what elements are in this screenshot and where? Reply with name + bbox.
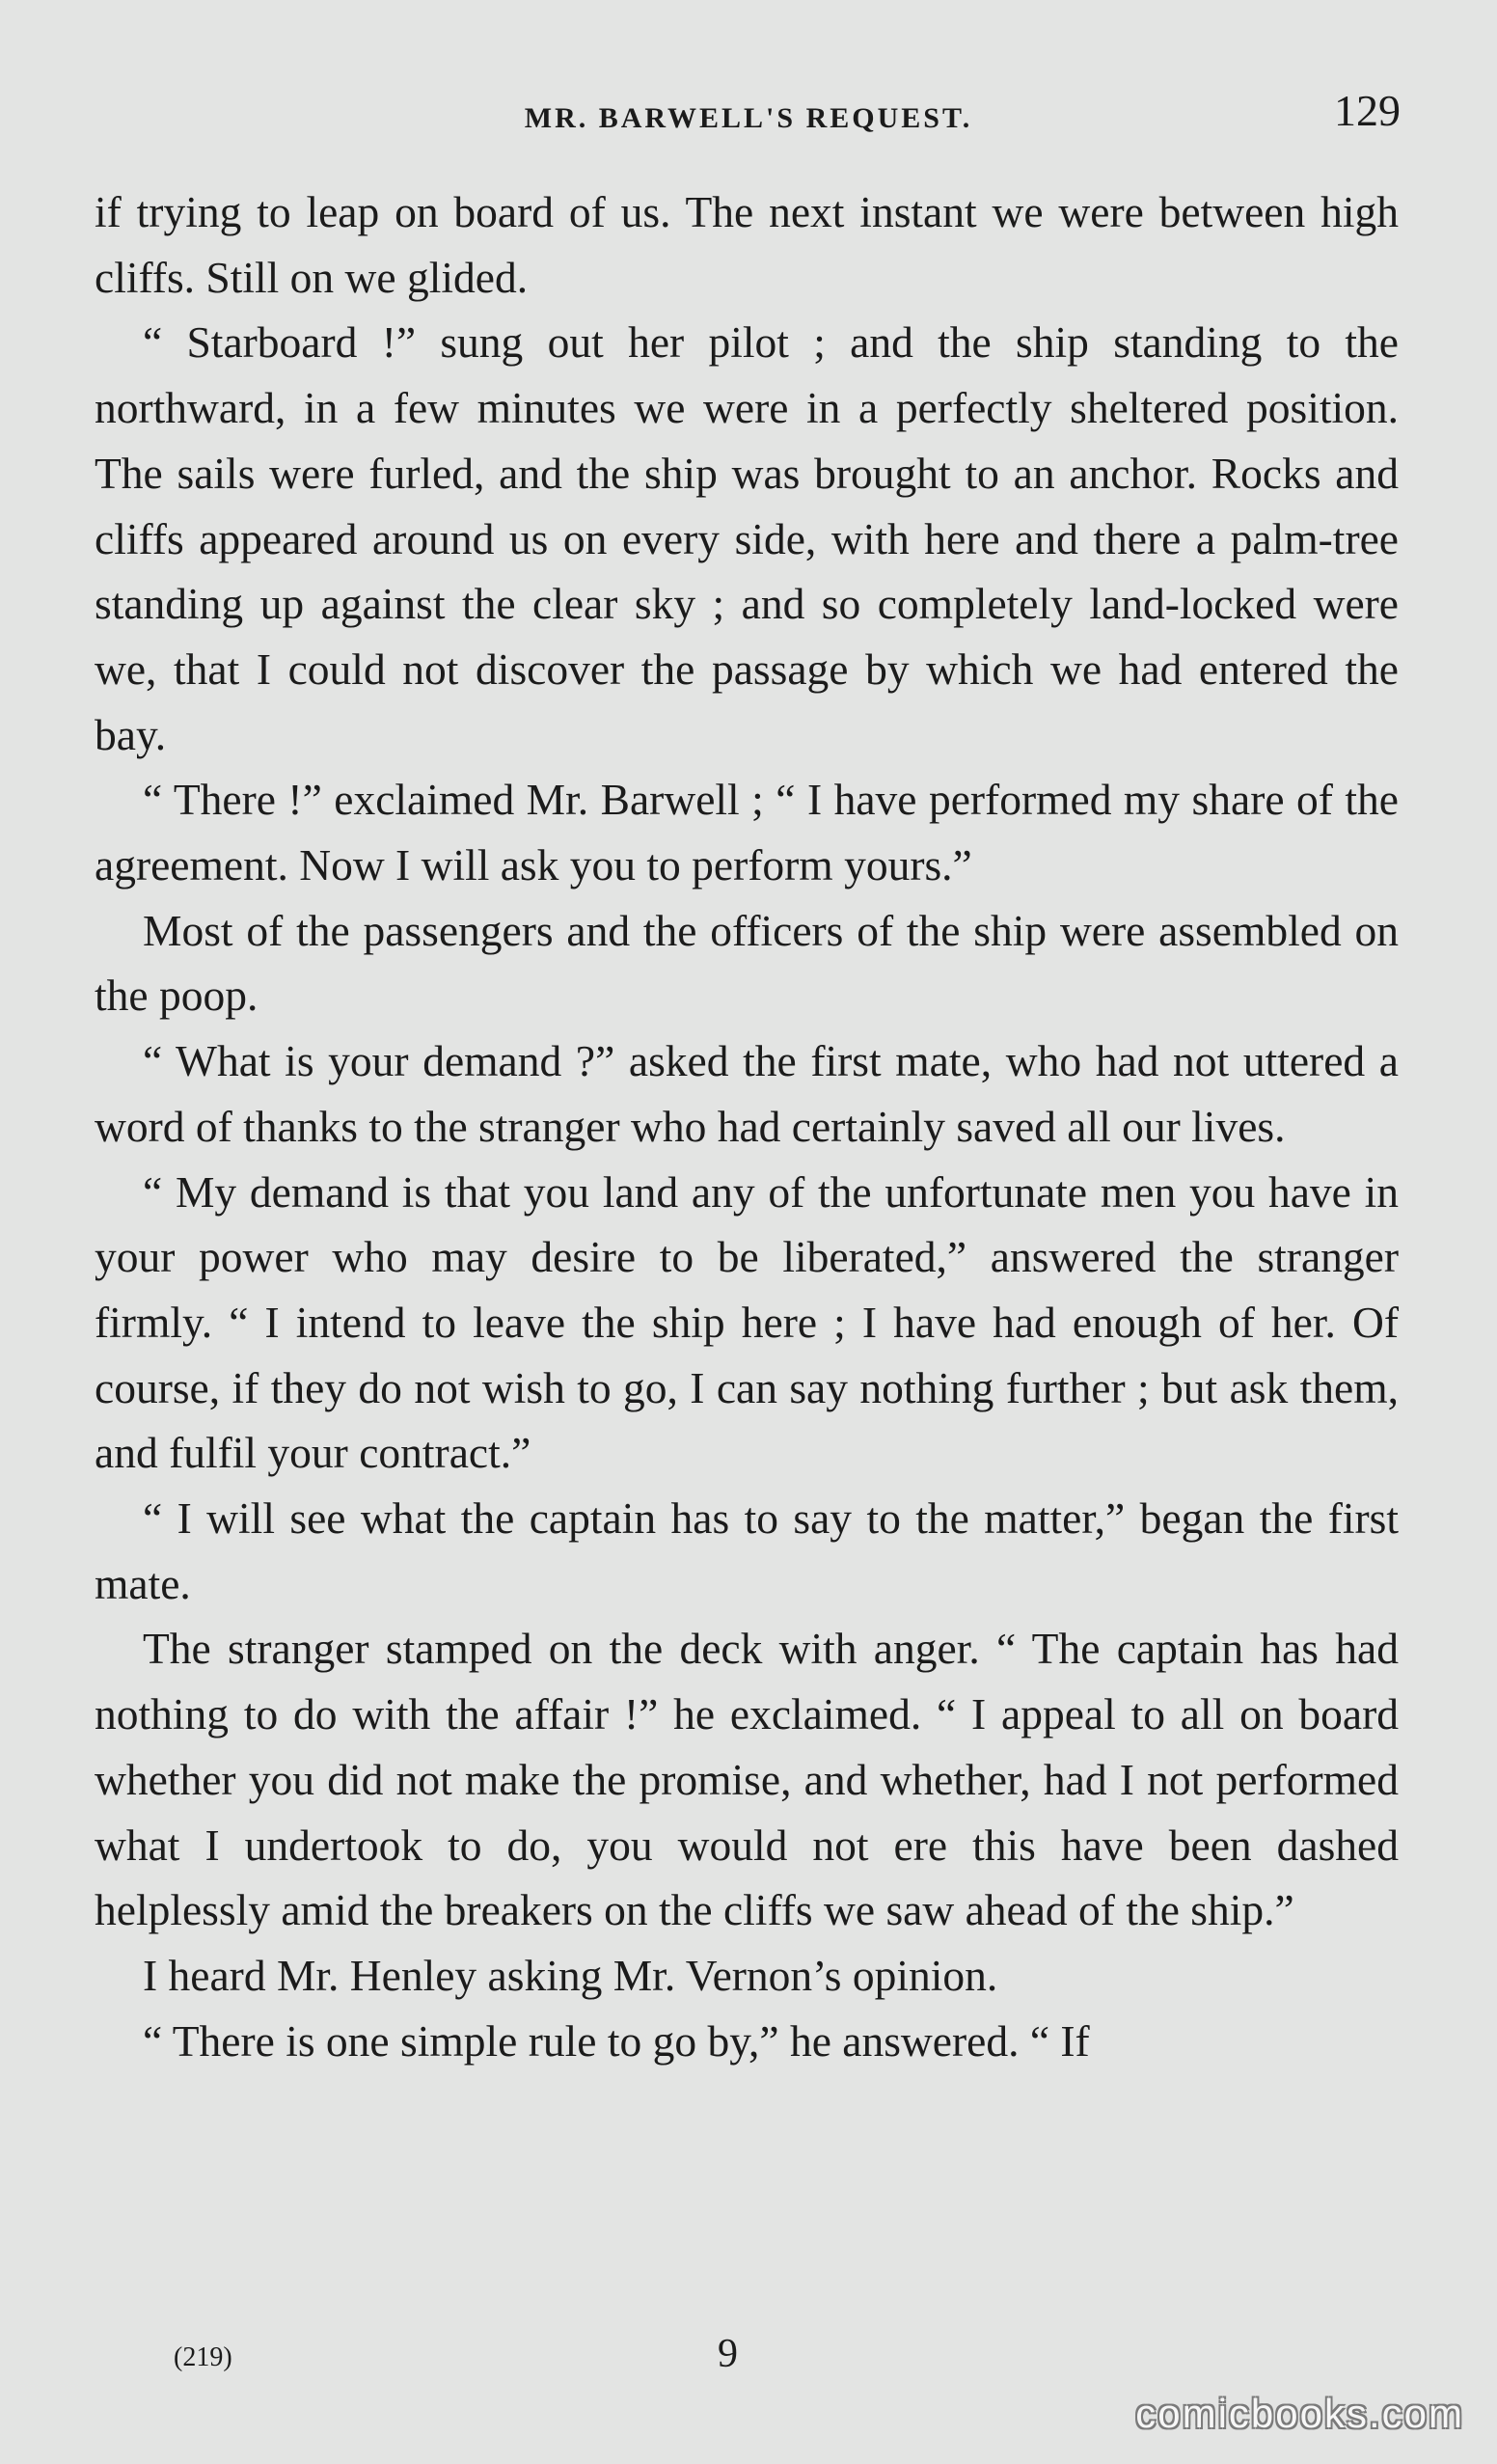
signature-number: 9 (718, 2332, 738, 2376)
running-head: MR. BARWELL'S REQUEST. (524, 102, 973, 134)
paragraph: if trying to leap on board of us. The next instant we were between high cliffs. Still on we glided. (95, 187, 1399, 302)
paragraph: “ Starboard !” sung out her pilot ; and the ship standing to the northward, in a few minutes we were in a perfectly sheltered position. The sails were furled, and the ship was brought to an anchor. Rocks and cliffs appeared around us on every side, with here and there a palm-tree standing up against the clear sky ; and so completely land-locked were we, that I could not discover the passage by which we had entered the bay. (95, 317, 1399, 759)
paragraph: Most of the passengers and the officers of the ship were assembled on the poop. (95, 905, 1399, 1021)
printer-signature: (219) (174, 2342, 232, 2372)
page-footer (96, 2325, 1399, 2383)
paragraph: The stranger stamped on the deck with anger. “ The captain has had nothing to do with the affair !” he exclaimed. “ I appeal to all on board whether you did not make the promise, and whether, had I not performed what I undertook to do, you would not ere this have been dashed helplessly amid the breakers on the cliffs we saw ahead of the ship.” (95, 1624, 1399, 1935)
paragraph: “ There !” exclaimed Mr. Barwell ; “ I have performed my share of the agreement. Now I will ask you to perform yours.” (95, 775, 1399, 890)
page-header (96, 85, 1401, 143)
paragraph: “ What is your demand ?” asked the first mate, who had not uttered a word of thanks to the stranger who had certainly saved all our lives. (95, 1036, 1399, 1151)
paragraph: “ There is one simple rule to go by,” he answered. “ If (143, 2015, 1090, 2066)
paragraph: “ My demand is that you land any of the unfortunate men you have in your power who may desire to be liberated,” answered the stranger firmly. “ I intend to leave the ship here ; I have had enough of her. Of course, if they do not wish to go, I can say nothing further ; but ask them, and fulfil your contract.” (95, 1166, 1399, 1478)
page-number: 129 (1334, 86, 1401, 135)
paragraph: “ I will see what the captain has to say to the matter,” began the first mate. (95, 1493, 1399, 1608)
watermark: comicbooks.com (1135, 2391, 1464, 2436)
paragraph: I heard Mr. Henley asking Mr. Vernon’s opinion. (143, 1950, 998, 2000)
body-text (95, 179, 1399, 2073)
